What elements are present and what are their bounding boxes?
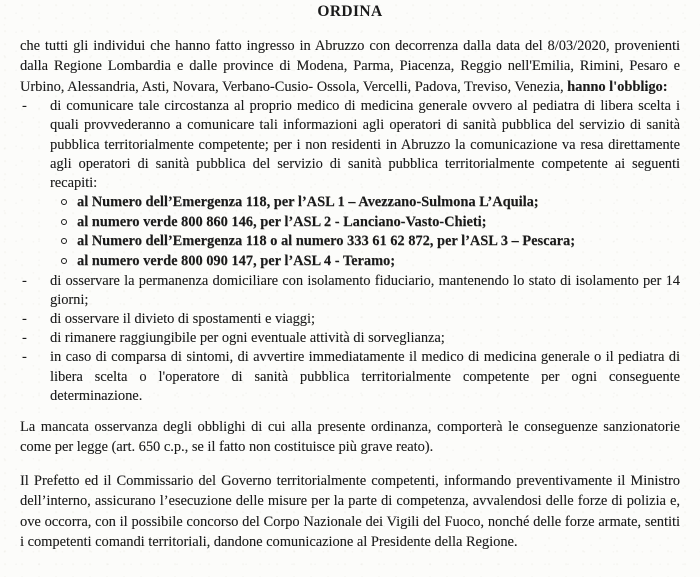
enforcement-paragraph: Il Prefetto ed il Commissario del Governo territorialmente competenti, informando preventivamente il Ministro dell’interno, assicurano l’esecuzione delle misure per la parte di competenza, avvalendosi delle forze di polizia e, ove occorra, con il possibile concorso del Corpo Nazionale dei Vigili del Fuoco, nonché delle forze armate, sentiti i competenti comandi territoriali, dandone comunicazione al Presidente della Regione. — [20, 472, 680, 551]
obligations-list-continued — [20, 272, 680, 406]
obligations-list — [20, 97, 680, 193]
ordinance-title: ORDINA — [317, 3, 383, 20]
obligation-item-symptoms: - in caso di comparsa di sintomi, di avvertire immediatamente il medico di medicina generale o il pediatra di libera scelta o l'operatore di sanità pubblica territorialmente competente per ogni conseguente determinazione. — [20, 348, 680, 406]
asl-contacts-list — [20, 193, 680, 271]
intro-text: che tutti gli individui che hanno fatto ingresso in Abruzzo con decorrenza dalla data del 8/03/2020, provenienti dalla Regione Lombardia e dalle province di Modena, Parma, Piacenza, Reggio nell'Emilia, Rimini, Pesaro e Urbino, Alessandria, Asti, Novara, Verbano-Cusio- Ossola, Vercelli, Padova, Treviso, Venezia, — [20, 38, 680, 95]
obligation-item-isolation: - di osservare la permanenza domiciliare con isolamento fiduciario, mantenendo lo stato di isolamento per 14 giorni; — [20, 272, 680, 310]
asl-contact-emergenza118-333616872-asl3: al Numero dell’Emergenza 118 o al numero 333 61 62 872, per l’ASL 3 – Pescara; — [20, 232, 680, 252]
penalty-paragraph: La mancata osservanza degli obblighi di cui alla presente ordinanza, comporterà le conseguenze sanzionatorie come per legge (art. 650 c.p., se il fatto non costituisce più grave reato). — [20, 419, 680, 456]
asl-contact-verde800860146-asl2: al numero verde 800 860 146, per l’ASL 2 - Lanciano-Vasto-Chieti; — [20, 213, 680, 233]
obligation-item-travel-ban: - di osservare il divieto di spostamenti e viaggi; — [20, 310, 680, 329]
intro-paragraph — [20, 36, 680, 97]
asl-contact-emergenza118-asl1: al Numero dell’Emergenza 118, per l’ASL 1 – Avezzano-Sulmona L’Aquila; — [20, 193, 680, 213]
obligation-item-reachable: - di rimanere raggiungibile per ogni eventuale attività di sorveglianza; — [20, 329, 680, 348]
obligation-item-communicate: - di comunicare tale circostanza al proprio medico di medicina generale ovvero al pediatra di libera scelta i quali provvederanno a comunicare tali informazioni agli operatori di sanità pubblica del servizio di sanità pubblica territorialmente competente; per i non residenti in Abruzzo la comunicazione va resa direttamente agli operatori di sanità pubblica del servizio di sanità pubblica territorialmente competente ai seguenti recapiti: — [20, 97, 680, 193]
intro-obligation-bold: hanno l'obbligo: — [567, 78, 668, 95]
asl-contact-verde800090147-asl4: al numero verde 800 090 147, per l’ASL 4 - Teramo; — [20, 252, 680, 272]
